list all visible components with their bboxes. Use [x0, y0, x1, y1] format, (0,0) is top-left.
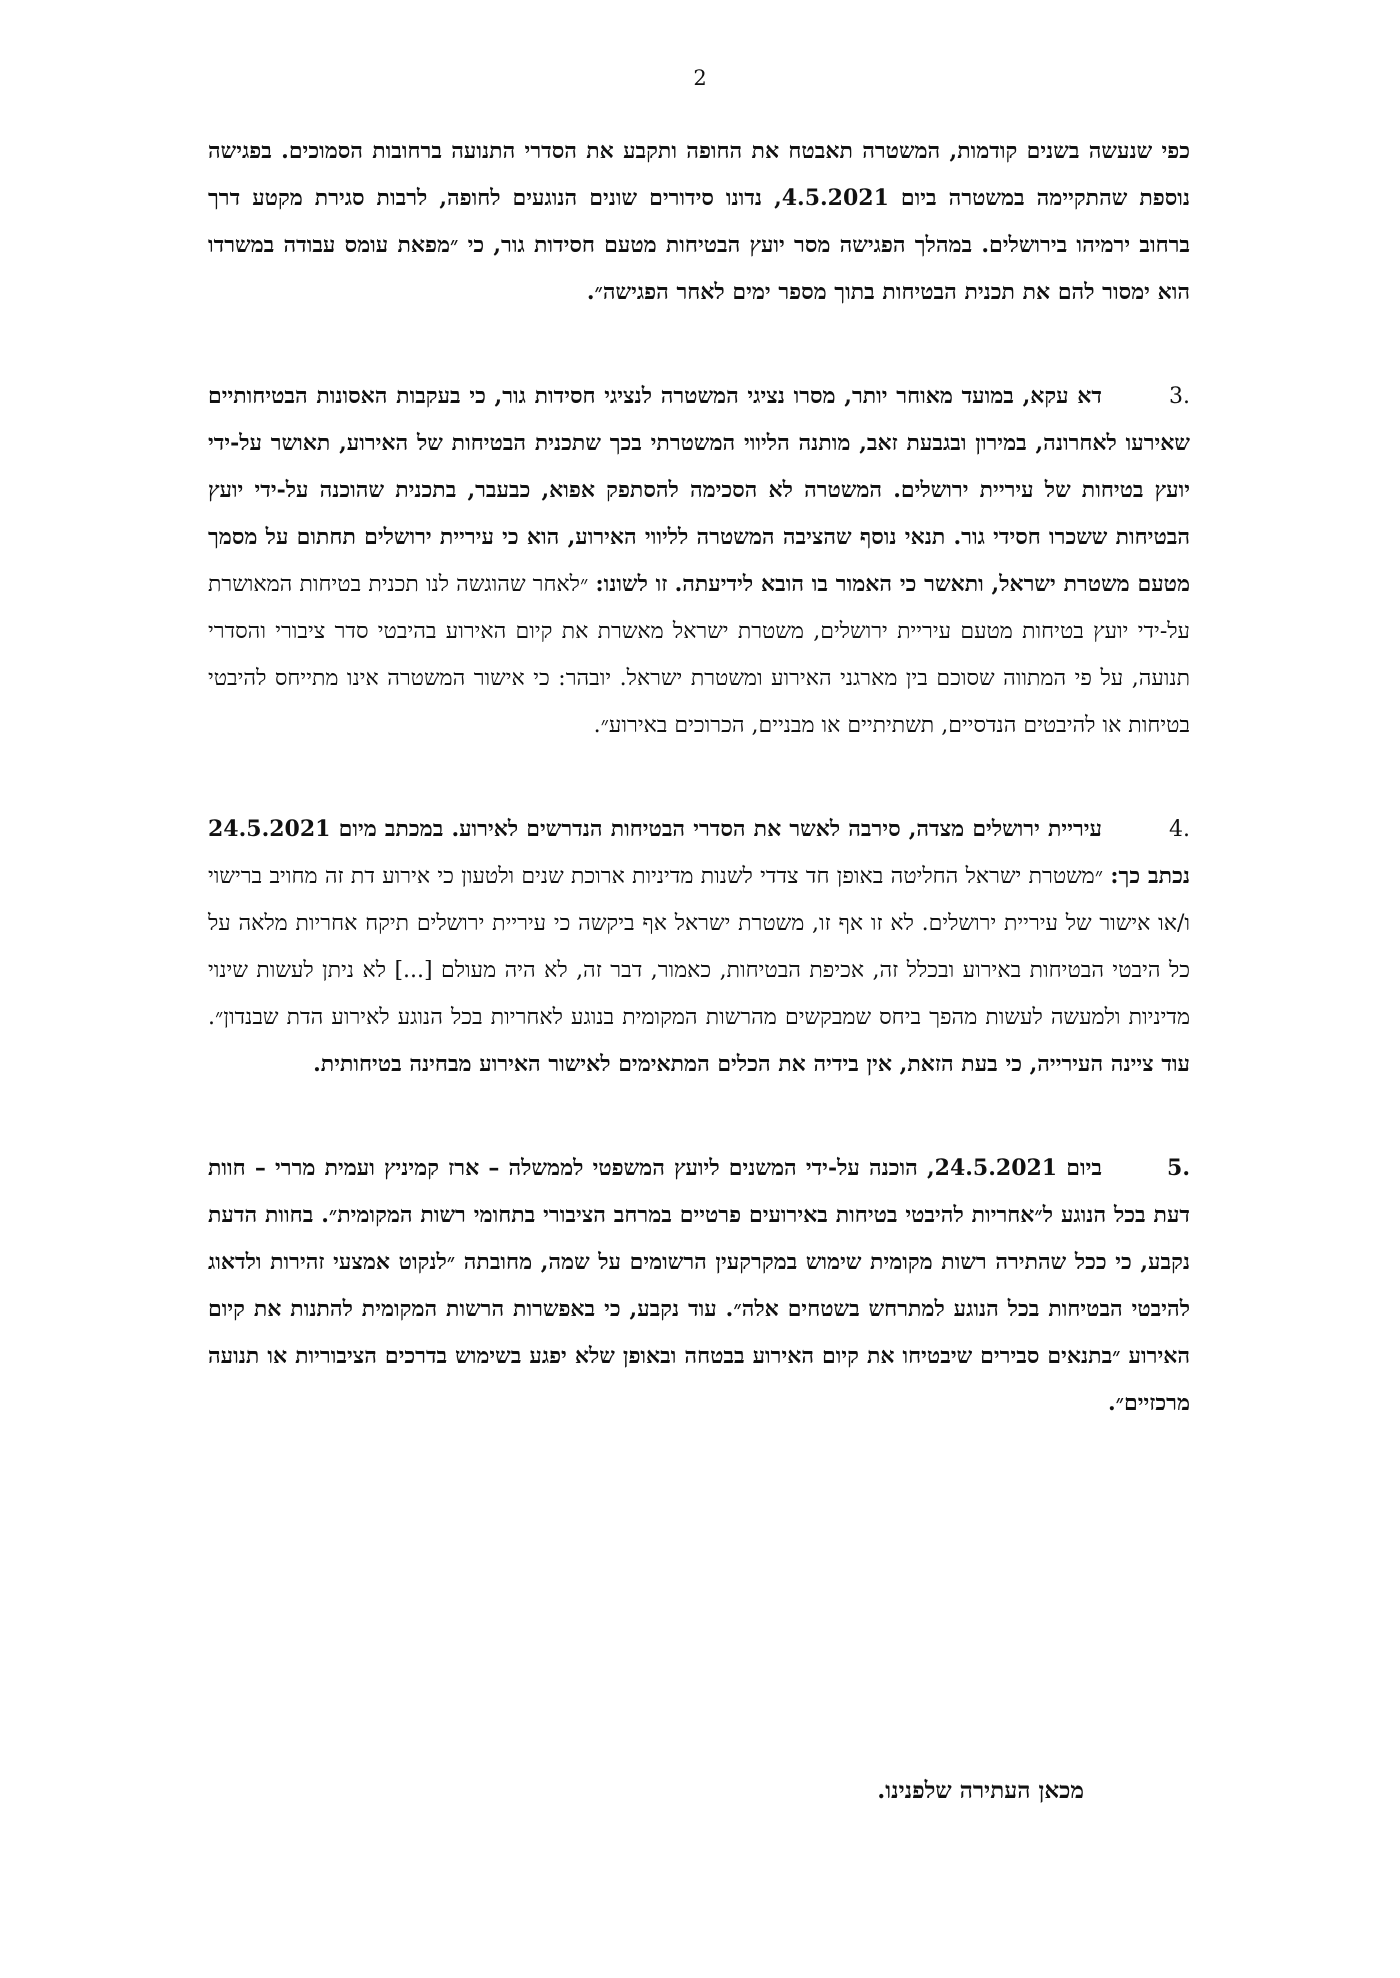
- closing-sentence: מכאן העתירה שלפנינו.: [877, 1777, 1084, 1804]
- paragraph-4: [208, 806, 1190, 1088]
- police-quote: ״לאחר שהוגשה לנו תכנית בטיחות המאושרת על-ידי יועץ בטיחות מטעם עיריית ירושלים, משטרת ישראל מאשרת את קיום האירוע בהיבטי סדר ציבורי והסדרי תנועה, על פי המתווה שסוכם בין מארגני האירוע ומשטרת ישראל. יובהר: כי אישור המשטרה אינו מתייחס להיבטי בטיחות או להיבטים הנדסיים, תשתיתיים או מבניים, הכרוכים באירוע״.: [208, 572, 1190, 738]
- paragraph-4-bold-text: עיריית ירושלים מצדה, סירבה לאשר את הסדרי הבטיחות הנדרשים לאירוע. במכתב מיום 24.5.2021 נכתב כך:: [208, 816, 1190, 889]
- document-body: [208, 128, 1190, 1427]
- paragraph-3-bold-text: דא עקא, במועד מאוחר יותר, מסרו נציגי המשטרה לנציגי חסידות גור, כי בעקבות האסונות הבטיחותיים שאירעו לאחרונה, במירון ובגבעת זאב, מותנה הליווי המשטרתי בכך שתכנית הבטיחות של האירוע, תאושר על-ידי יועץ בטיחות של עיריית ירושלים. המשטרה לא הסכימה להסתפק אפוא, כבעבר, בתכנית שהוכנה על-ידי יועץ הבטיחות ששכרו חסידי גור. תנאי נוסף שהציבה המשטרה לליווי האירוע, הוא כי עיריית ירושלים תחתום על מסמך מטעם משטרת ישראל, ותאשר כי האמור בו הובא לידיעתה.: [208, 383, 1190, 597]
- paragraph-number: 4.: [1169, 817, 1190, 842]
- paragraph-continuation: כפי שנעשה בשנים קודמות, המשטרה תאבטח את החופה ותקבע את הסדרי התנועה ברחובות הסמוכים. בפגישה נוספת שהתקיימה במשטרה ביום 4.5.2021, נדונו סידורים שונים הנוגעים לחופה, לרבות סגירת מקטע דרך ברחוב ירמיהו בירושלים. במהלך הפגישה מסר יועץ הבטיחות מטעם חסידות גור, כי ״מפאת עומס עבודה במשרדו הוא ימסור להם את תכנית הבטיחות בתוך מספר ימים לאחר הפגישה״.: [208, 138, 1190, 305]
- paragraph-number: 3.: [1169, 384, 1190, 409]
- paragraph-gap: [208, 316, 1190, 373]
- paragraph-gap: [208, 749, 1190, 806]
- paragraph-number: 5.: [1167, 1155, 1190, 1181]
- quote-lead: זו לשונו:: [595, 571, 668, 597]
- paragraph-5: [208, 1145, 1190, 1427]
- municipality-quote: ״משטרת ישראל החליטה באופן חד צדדי לשנות מדיניות ארוכת שנים ולטעון כי אירוע דת זה מחויב ברישוי ו/או אישור של עיריית ירושלים. לא זו אף זו, משטרת ישראל אף ביקשה כי עיריית ירושלים תיקח אחריות מלאה על כל היבטי הבטיחות באירוע ובכלל זה, אכיפת הבטיחות, כאמור, דבר זה, לא היה מעולם [...] לא ניתן לעשות שינוי מדיניות ולמעשה לעשות מהפך ביחס שמבקשים מהרשות המקומית בנוגע לאחריות בכל הנוגע לאירוע הדת שבנדון״.: [208, 864, 1190, 1030]
- paragraph-4-bold-tail: עוד ציינה העירייה, כי בעת הזאת, אין בידיה את הכלים המתאימים לאישור האירוע מבחינה בטיחותית.: [313, 1051, 1190, 1077]
- page-number: 2: [693, 66, 707, 90]
- paragraph-3: [208, 373, 1190, 749]
- paragraph-gap: [208, 1088, 1190, 1145]
- paragraph-5-text: ביום 24.5.2021, הוכנה על-ידי המשנים ליועץ המשפטי לממשלה – ארז קמיניץ ועמית מררי – חוות דעת בכל הנוגע ל״אחריות להיבטי בטיחות באירועים פרטיים במרחב הציבורי בתחומי רשות המקומית״. בחוות הדעת נקבע, כי ככל שהתירה רשות מקומית שימוש במקרקעין הרשומים על שמה, מחובתה ״לנקוט אמצעי זהירות ולדאוג להיבטי הבטיחות בכל הנוגע למתרחש בשטחים אלה״. עוד נקבע, כי באפשרות הרשות המקומית להתנות את קיום האירוע ״בתנאים סבירים שיבטיחו את קיום האירוע בבטחה ובאופן שלא יפגע בשימוש בדרכים הציבוריות או תנועה מרכזיים״.: [208, 1155, 1190, 1416]
